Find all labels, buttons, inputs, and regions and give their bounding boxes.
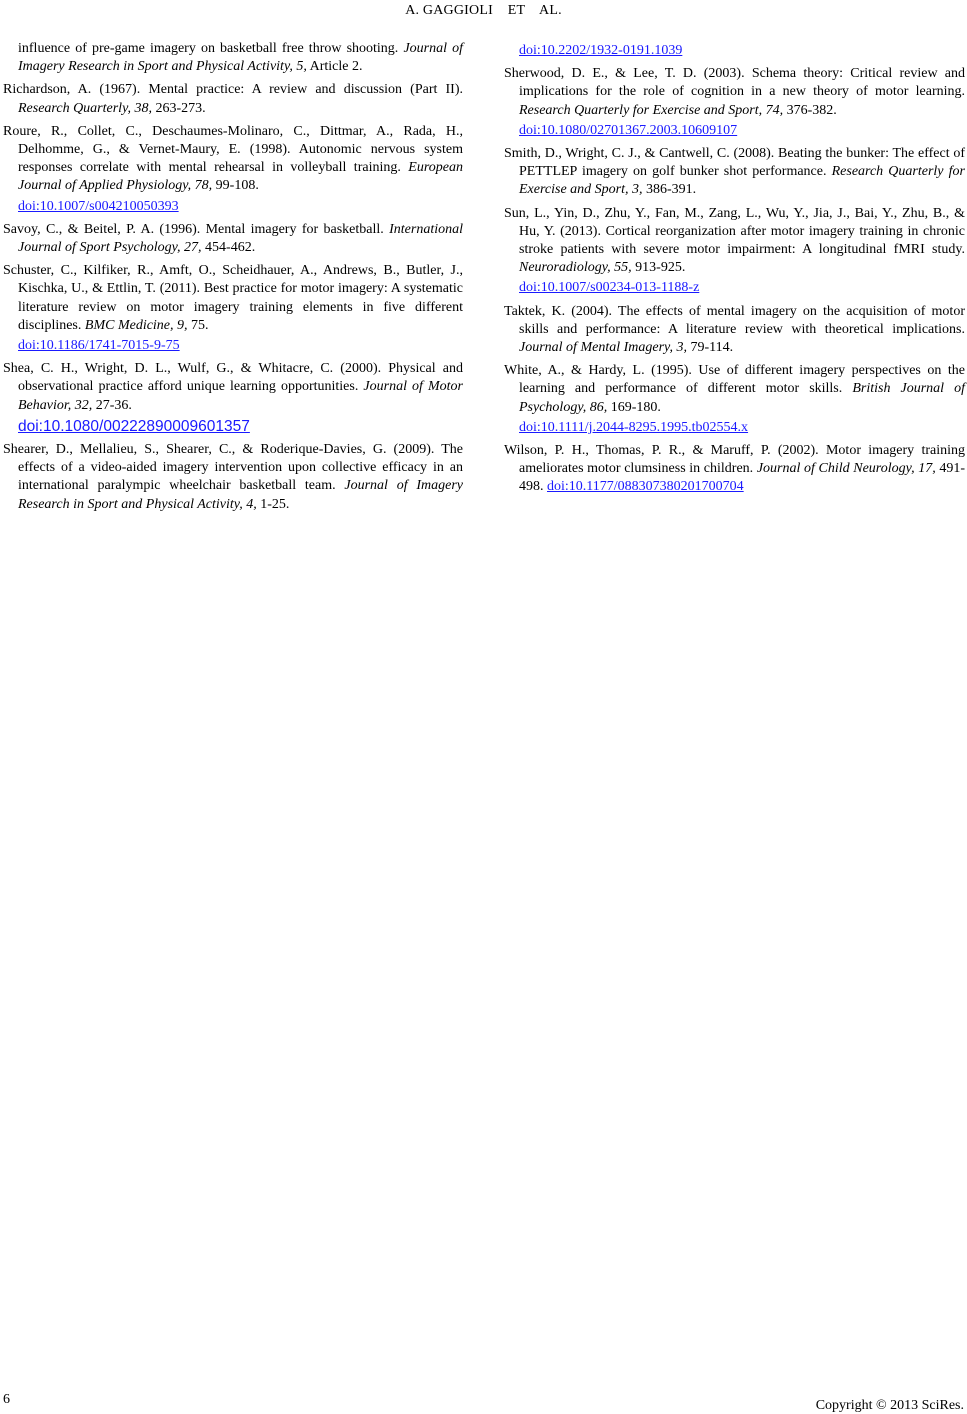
reference-authors-title: influence of pre-game imagery on basketball free throw shooting. — [18, 41, 404, 56]
reference-entry — [504, 362, 965, 437]
reference-authors-title: Richardson, A. (1967). Mental practice: A review and discussion (Part II). — [3, 82, 463, 98]
reference-entry — [504, 303, 965, 358]
reference-authors-title: Smith, D., Wright, C. J., & Cantwell, C. (2008). Beating the bunker: The effect of PETTLEP imagery on golf bunker shot performance. — [504, 146, 965, 180]
reference-entry — [504, 205, 965, 298]
reference-entry — [3, 81, 463, 117]
reference-authors-title: Wilson, P. H., Thomas, P. R., & Maruff, P. (2002). Motor imagery training ameliorates motor clumsiness in children. — [504, 443, 965, 477]
reference-pages: 99-108. — [212, 178, 259, 194]
reference-pages: Article 2. — [306, 59, 363, 75]
reference-journal: European Journal of Applied Physiology, 78, — [18, 160, 463, 194]
reference-journal: International Journal of Sport Psychology, 27, — [18, 221, 463, 256]
reference-authors-title: Shearer, D., Mellalieu, S., Shearer, C., & Roderique-Davies, G. (2009). The effects of a video-aided imagery intervention upon collective efficacy in an international paralympic wheelchair basketball team. — [3, 442, 463, 494]
reference-journal: BMC Medicine, 9, — [84, 317, 188, 333]
reference-journal: Neuroradiology, 55, — [519, 260, 632, 276]
reference-entry — [3, 360, 463, 436]
reference-journal: Journal of Imagery Research in Sport and Physical Activity, 5, — [18, 41, 463, 75]
reference-journal: Journal of Imagery Research in Sport and Physical Activity, 4, — [18, 478, 463, 512]
reference-entry — [3, 262, 463, 355]
reference-entry — [504, 65, 965, 140]
reference-entry — [3, 441, 463, 514]
reference-journal: British Journal of Psychology, 86, — [519, 381, 965, 415]
doi-link[interactable]: doi:10.1186/1741-7015-9-75 — [18, 338, 180, 354]
running-head: A. GAGGIOLI ET AL. — [405, 3, 562, 18]
page-number: 6 — [3, 1392, 10, 1407]
reference-journal: Research Quarterly for Exercise and Sport, 3, — [519, 164, 965, 198]
doi-link[interactable]: doi:10.1007/s004210050393 — [18, 198, 179, 214]
reference-entry — [3, 221, 463, 257]
reference-pages: 913-925. — [631, 260, 686, 276]
reference-pages: 376-382. — [783, 102, 837, 118]
reference-pages: 263-273. — [152, 100, 206, 116]
reference-pages: 27-36. — [92, 397, 132, 413]
reference-pages: 1-25. — [256, 496, 290, 512]
reference-pages: 491-498. — [519, 461, 965, 495]
doi-link[interactable]: doi:10.1080/00222890009601357 — [18, 417, 250, 435]
reference-authors-title: Shea, C. H., Wright, D. L., Wulf, G., & Whitacre, C. (2000). Physical and observational practice afford unique learning opportunities. — [3, 361, 463, 395]
doi-link[interactable]: doi:10.1007/s00234-013-1188-z — [519, 280, 700, 296]
reference-journal: Journal of Child Neurology, 17, — [756, 461, 936, 477]
reference-entry — [3, 40, 463, 76]
reference-pages: 75. — [187, 317, 209, 333]
reference-entry — [3, 123, 463, 216]
reference-authors-title: Savoy, C., & Beitel, P. A. (1996). Mental imagery for basketball. — [3, 221, 390, 237]
reference-pages: 169-180. — [607, 399, 661, 415]
reference-authors-title: Sun, L., Yin, D., Zhu, Y., Fan, M., Zang, L., Wu, Y., Jia, J., Bai, Y., Zhu, B., & Hu, Y. (2013). Cortical reorganization after motor imagery training in chronic stroke patients with severe motor impairment: A longitudinal fMRI study. — [504, 205, 965, 258]
reference-pages: 79-114. — [686, 340, 734, 356]
doi-link[interactable]: doi:10.1111/j.2044-8295.1995.tb02554.x — [519, 419, 749, 435]
reference-journal: Research Quarterly for Exercise and Sport, 74, — [519, 102, 784, 118]
reference-journal: Research Quarterly, 38, — [18, 100, 153, 116]
reference-pages: 386-391. — [642, 182, 697, 198]
copyright-notice: Copyright © 2013 SciRes. — [815, 1398, 964, 1413]
reference-authors-title: Sherwood, D. E., & Lee, T. D. (2003). Schema theory: Critical review and implications for the role of cognition in a new theory of motor learning. — [504, 66, 965, 100]
reference-authors-title: Taktek, K. (2004). The effects of mental imagery on the acquisition of motor skills and performance: A literature review with theoretical implications. — [504, 303, 965, 337]
reference-entry — [504, 442, 965, 497]
doi-link[interactable]: doi:10.2202/1932-0191.1039 — [519, 43, 683, 58]
reference-entry — [504, 42, 965, 60]
right-reference-column — [504, 40, 965, 502]
reference-entry — [504, 145, 965, 200]
reference-journal: Journal of Mental Imagery, 3, — [519, 340, 687, 356]
reference-authors-title: Roure, R., Collet, C., Deschaumes-Molinaro, C., Dittmar, A., Rada, H., Delhomme, G., & Vernet-Maury, E. (1998). Autonomic nervous system responses correlate with mental rehearsal in volleyball training. — [3, 123, 463, 176]
left-reference-column — [3, 40, 463, 519]
reference-authors-title: White, A., & Hardy, L. (1995). Use of different imagery perspectives on the learning and performance of different motor skills. — [504, 363, 965, 397]
doi-link[interactable]: doi:10.1080/02701367.2003.10609107 — [519, 122, 738, 138]
reference-pages: 454-462. — [201, 240, 256, 256]
reference-journal: Journal of Motor Behavior, 32, — [18, 379, 463, 413]
reference-authors-title: Schuster, C., Kilfiker, R., Amft, O., Scheidhauer, A., Andrews, B., Butler, J., Kischka, U., & Ettlin, T. (2011). Best practice for motor imagery: A systematic literature review on motor imagery training elements in five different disciplines. — [3, 263, 463, 333]
doi-link[interactable]: doi:10.1177/088307380201700704 — [547, 479, 744, 495]
